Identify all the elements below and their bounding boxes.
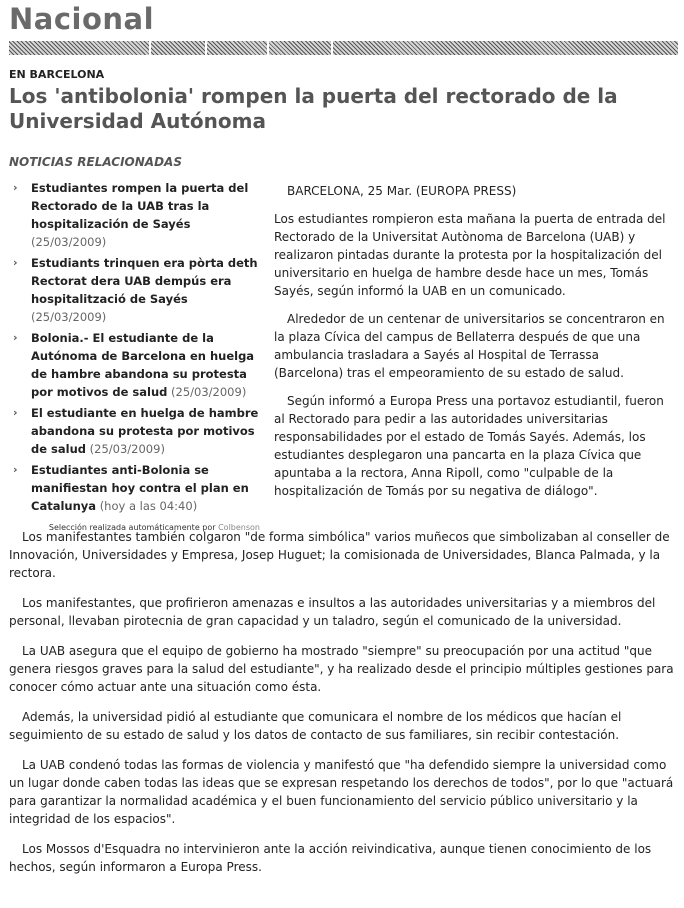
article-paragraph: Alrededor de un centenar de universitarios se concentraron en la plaza Cívica del campus de Bellaterra después de que una ambulancia trasladara a Sayés al Hospital de Terrassa (Barcelona) tras el empeoramiento de su estado de salud. [274,312,665,380]
related-news-item [9,404,264,458]
section-title: Nacional [9,2,155,36]
related-news-item [9,179,264,251]
article-paragraph: Los estudiantes rompieron esta mañana la puerta de entrada del Rectorado de la Universitat Autònoma de Barcelona (UAB) y realizaron pintadas durante la protesta por la hospitalización del universitario en huelga de hambre desde hace un mes, Tomás Sayés, según informó la UAB en un comunicado. [274,212,666,298]
credit-text: Selección realizada automáticamente por [48,523,216,532]
related-news-date: (25/03/2009) [31,235,107,249]
article-dateline: BARCELONA, 25 Mar. (EUROPA PRESS) [287,184,517,198]
related-news-date: (25/03/2009) [31,310,107,324]
chevron-right-icon: › [13,181,18,194]
article-paragraph: La UAB condenó todas las formas de violencia y manifestó que "ha defendido siempre la universidad como un lugar donde caben todas las ideas que se expresan respetando los derechos de todos", por lo que "actuará para garantizar la normalidad académica y el buen funcionamiento del servicio público universitario y la integridad de los espacios". [9,758,674,826]
related-news-item [9,461,264,515]
related-news-link[interactable]: Bolonia.- El estudiante de la Autónoma de Barcelona en huelga de hambre abandona su protesta por motivos de salud [31,331,255,399]
related-news-link[interactable]: El estudiante en huelga de hambre abandona su protesta por motivos de salud [31,406,259,456]
related-news-link[interactable]: Estudiants trinquen era pòrta deth Rectorat dera UAB dempús era hospitalització de Sayés [31,256,258,306]
chevron-right-icon: › [13,463,18,476]
chevron-right-icon: › [13,406,18,419]
related-news-date: (hoy a las 04:40) [99,499,198,513]
related-news-link[interactable]: Estudiantes anti-Bolonia se manifiestan hoy contra el plan en Catalunya [31,463,249,513]
chevron-right-icon: › [13,256,18,269]
article-paragraph: Los manifestantes, que profirieron amenazas e insultos a las autoridades universitarias y a miembros del personal, llevaban pirotecnia de gran capacidad y un taladro, según el comunicado de la universidad. [9,596,656,628]
section-divider-bar [9,41,678,55]
article-paragraph: Según informó a Europa Press una portavoz estudiantil, fueron al Rectorado para pedir a las autoridades universitarias responsabilidades por el estado de Tomás Sayés. Además, los estudiantes desplegaron una pancarta en la plaza Cívica que apuntaba a la rectora, Anna Ripoll, como "culpable de la hospitalización de Tomás por su negativa de diálogo". [274,394,664,498]
article-body-full [9,528,677,888]
related-news-title: NOTICIAS RELACIONADAS [9,155,182,169]
related-news-item [9,329,264,401]
related-news-box [9,155,264,532]
article-kicker: EN BARCELONA [9,68,105,81]
article-headline: Los 'antibolonia' rompen la puerta del rectorado de la Universidad Autónoma [9,84,618,133]
related-news-link[interactable]: Estudiantes rompen la puerta del Rectorado de la UAB tras la hospitalización de Sayés [31,181,249,231]
related-news-list [9,179,264,515]
article-paragraph: Los Mossos d'Esquadra no intervinieron ante la acción reivindicativa, aunque tienen conocimiento de los hechos, según informaron a Europa Press. [9,842,652,874]
chevron-right-icon: › [13,331,18,344]
related-news-date: (25/03/2009) [89,442,165,456]
article-paragraph: La UAB asegura que el equipo de gobierno ha mostrado "siempre" su preocupación por una actitud "que genera riesgos graves para la salud del estudiante", y ha realizado desde el principio múltiples gestiones para conocer cómo actuar ante una situación como ésta. [9,644,674,694]
colbenson-link[interactable]: Colbenson [218,523,260,532]
article-paragraph: Los manifestantes también colgaron "de forma simbólica" varios muñecos que simbolizaban al conseller de Innovación, Universidades y Empresa, Josep Huguet; la comisionada de Universidades, Blanca Palmada, y la rectora. [9,530,670,580]
related-news-item [9,254,264,326]
article-paragraph: Además, la universidad pidió al estudiante que comunicara el nombre de los médicos que hacían el seguimiento de su estado de salud y los datos de contacto de sus familiares, sin recibir contestación. [9,710,622,742]
related-news-date: (25/03/2009) [171,385,247,399]
article-body-side [274,182,670,510]
